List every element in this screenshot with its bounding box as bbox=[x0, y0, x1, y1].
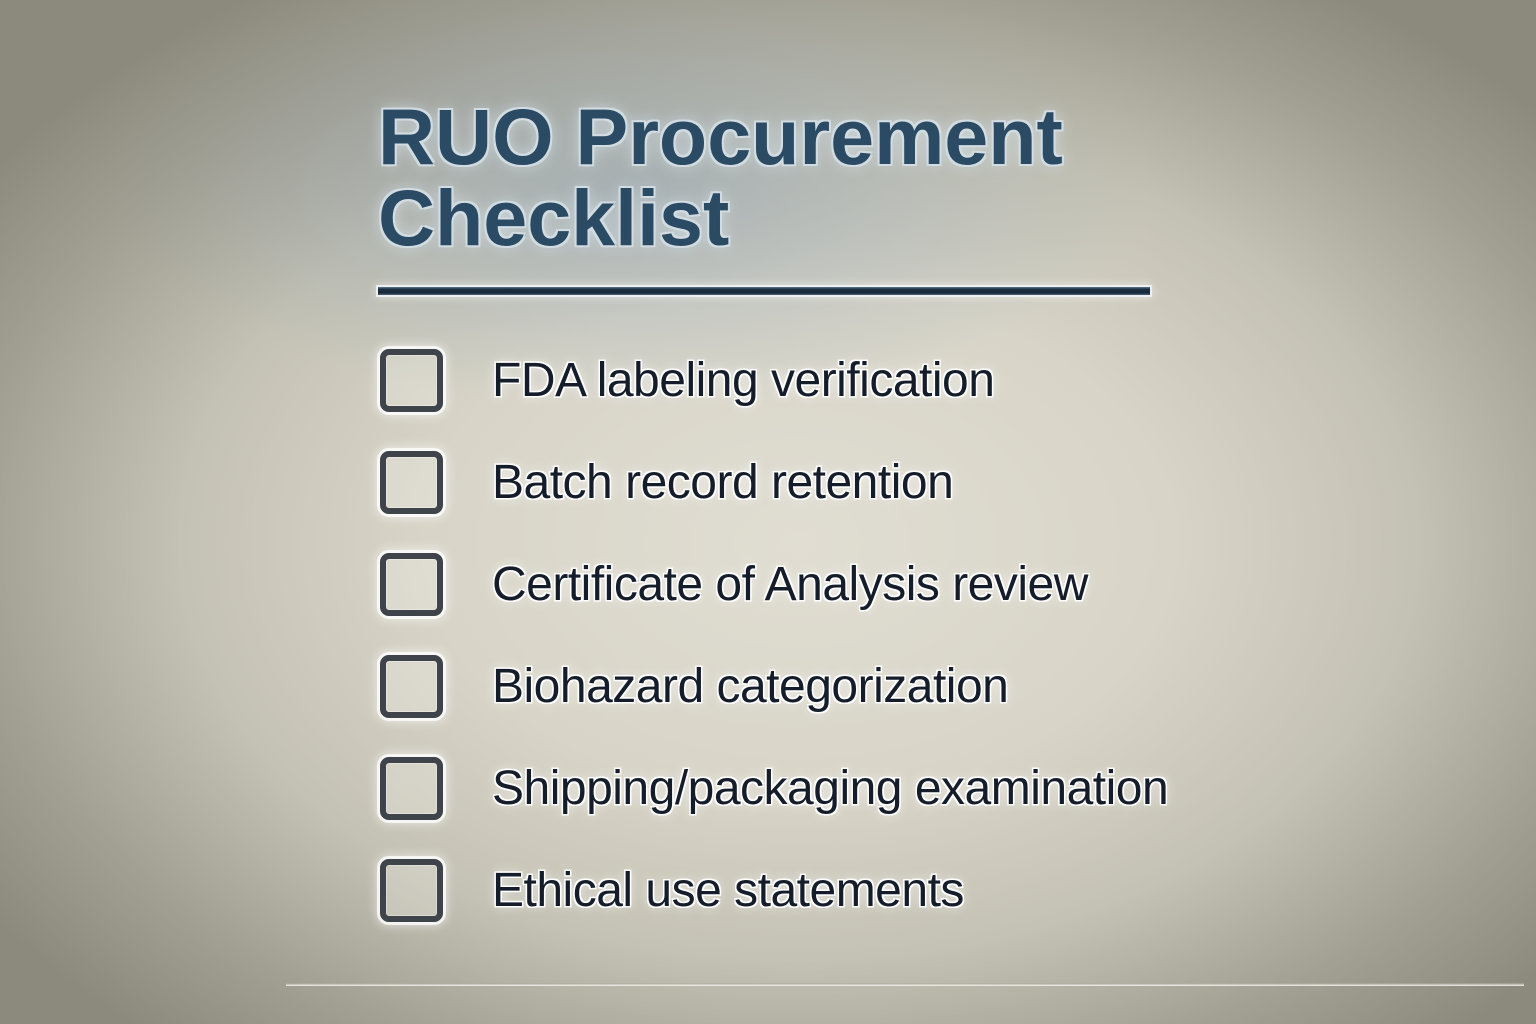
page-title-line-2: Checklist bbox=[378, 173, 730, 262]
title-block bbox=[378, 92, 1150, 295]
checklist bbox=[380, 348, 1168, 960]
title-underline bbox=[378, 287, 1150, 295]
bottom-divider bbox=[286, 983, 1524, 986]
checkbox[interactable] bbox=[380, 757, 443, 820]
checklist-item bbox=[380, 348, 1168, 412]
checklist-item-label: Shipping/packaging examination bbox=[492, 761, 1169, 815]
checklist-item-label: FDA labeling verification bbox=[492, 353, 995, 407]
checklist-item bbox=[380, 450, 1168, 514]
checklist-item-label: Batch record retention bbox=[492, 455, 954, 509]
checklist-item bbox=[380, 858, 1168, 922]
checklist-item-label: Biohazard categorization bbox=[492, 659, 1009, 713]
checklist-item bbox=[380, 756, 1168, 820]
checkbox[interactable] bbox=[380, 859, 443, 922]
checklist-item bbox=[380, 552, 1168, 616]
page-title-line-1: RUO Procurement bbox=[378, 92, 1063, 181]
checklist-item bbox=[380, 654, 1168, 718]
page-title bbox=[378, 92, 1150, 262]
checkbox[interactable] bbox=[380, 655, 443, 718]
checklist-item-label: Ethical use statements bbox=[492, 863, 964, 917]
checklist-item-label: Certificate of Analysis review bbox=[492, 557, 1088, 611]
checkbox[interactable] bbox=[380, 451, 443, 514]
checkbox[interactable] bbox=[380, 553, 443, 616]
checkbox[interactable] bbox=[380, 349, 443, 412]
